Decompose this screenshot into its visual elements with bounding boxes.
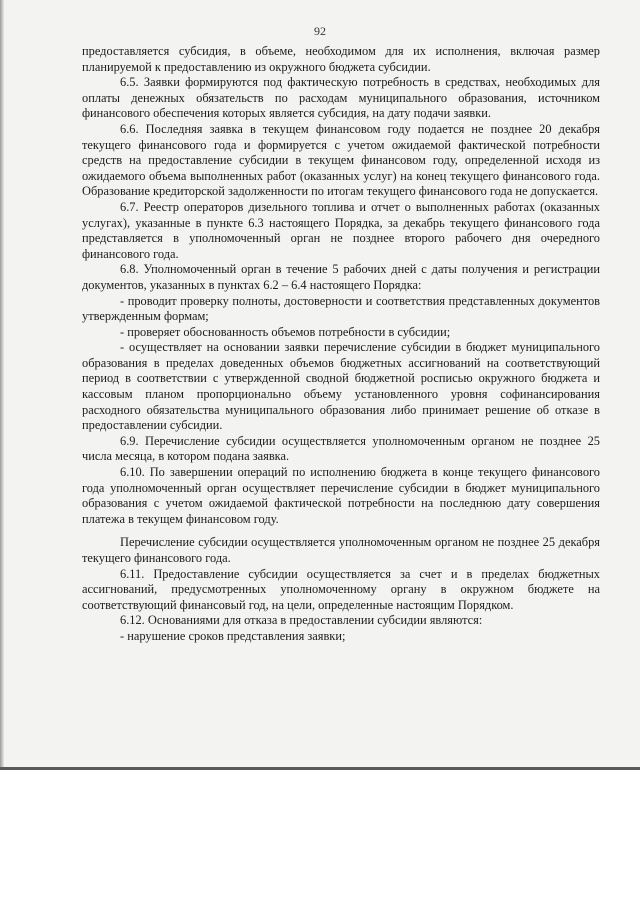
paragraph-6-8: 6.8. Уполномоченный орган в течение 5 рабочих дней с даты получения и регистрации документов, указанных в пунктах 6.2 – 6.4 настоящего Порядка: xyxy=(82,262,600,292)
paragraph-6-10: 6.10. По завершении операций по исполнению бюджета в конце текущего финансового года уполномоченный орган осуществляет перечисление субсидии в бюджет муниципального образования с учетом ожидаемой фактической потребности на последнюю дату совершения платежа в текущем финансовом году. xyxy=(82,465,600,526)
paragraph-6-12: 6.12. Основаниями для отказа в предоставлении субсидии являются: xyxy=(120,613,483,628)
paragraph-6-6: 6.6. Последняя заявка в текущем финансовом году подается не позднее 20 декабря текущего финансового года и формируется с учетом ожидаемой фактической потребности средств на предоставление субсидии в текущем финансовом году, определенной исходя из ожидаемого объема выполненных работ (оказанных услуг) на конец текущего финансового года. Образование кредиторской задолженности по итогам текущего финансового года не допускается. xyxy=(82,121,600,199)
paragraph-6-9: 6.9. Перечисление субсидии осуществляется уполномоченным органом не позднее 25 числа месяца, в котором подана заявка. xyxy=(82,433,600,464)
page-number: 92 xyxy=(314,24,326,38)
paragraph-6-11: 6.11. Предоставление субсидии осуществляется за счет и в пределах бюджетных ассигнований, предусмотренных уполномоченному органу в окружном бюджете на соответствующий финансовый год, на цели, определенные настоящим Порядком. xyxy=(82,566,600,612)
paragraph-continuation: предоставляется субсидия, в объеме, необходимом для их исполнения, включая размер планируемой к предоставлению из окружного бюджета субсидии. xyxy=(82,44,600,74)
paragraph-6-5: 6.5. Заявки формируются под фактическую потребность в средствах, необходимых для оплаты денежных обязательств по расходам муниципального образования, источником финансового обеспечения которых является субсидия, на дату подачи заявки. xyxy=(82,75,600,121)
list-item-check-completeness: - проводит проверку полноты, достоверности и соответствия представленных документов утвержденным формам; xyxy=(82,293,600,324)
document-body xyxy=(82,44,600,645)
list-item-deadline-violation: - нарушение сроков представления заявки; xyxy=(120,628,346,643)
paragraph-transfer-deadline: Перечисление субсидии осуществляется уполномоченным органом не позднее 25 декабря текущего финансового года. xyxy=(82,535,600,565)
paragraph-6-7: 6.7. Реестр операторов дизельного топлива и отчет о выполненных работах (оказанных услугах), указанные в пункте 6.3 настоящего Порядка, за декабрь текущего финансового года представляется в уполномоченный орган не позднее второго рабочего дня очередного финансового года. xyxy=(82,199,600,261)
list-item-transfer-subsidy: - осуществляет на основании заявки перечисление субсидии в бюджет муниципального образования в пределах доведенных объемов бюджетных ассигнований на соответствующий период в соответствии с утвержденной сводной бюджетной росписью окружного бюджета и кассовым планом пропорционально объему установленного уровня софинансирования расходного обязательства муниципального образования либо принимает решение об отказе в предоставлении субсидии. xyxy=(82,340,600,433)
list-item-check-volumes: - проверяет обоснованность объемов потребности в субсидии; xyxy=(120,324,451,339)
